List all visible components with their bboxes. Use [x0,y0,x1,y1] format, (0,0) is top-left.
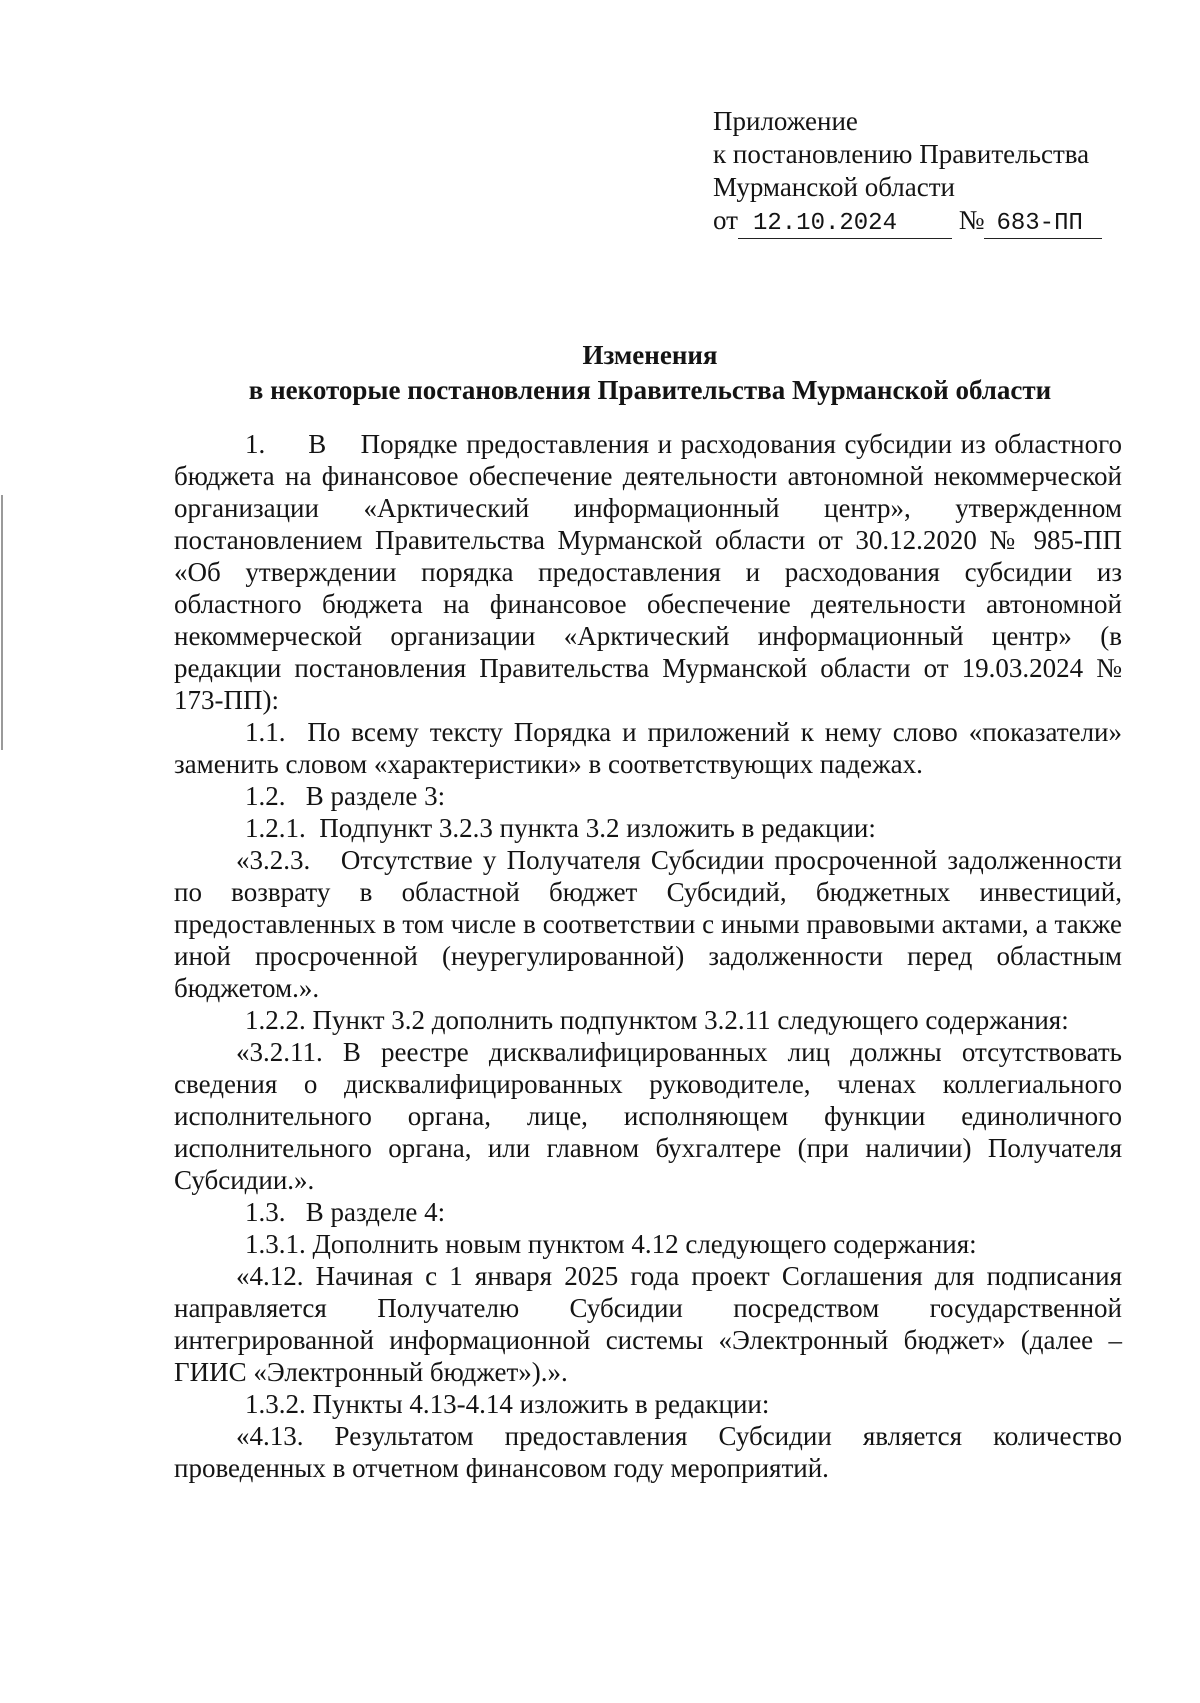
paragraph-1-2: 1.2. В разделе 3: [245,781,446,811]
appendix-date-line [713,204,1133,239]
paragraph-1-2-2: 1.2.2. Пункт 3.2 дополнить подпунктом 3.2.11 следующего содержания: [245,1005,1069,1035]
paragraph-3-2-11: «3.2.11. В реестре дисквалифицированных лиц должны отсутствовать сведения о дисквалифицированных руководителе, членах коллегиального исполнительного органа, лице, исполняющем функции единоличного исполнительного органа, или главном бухгалтере (при наличии) Получателя Субсидии.». [174,1037,1122,1195]
resolution-number: 683-ПП [984,210,1102,239]
paragraph-1-3: 1.3. В разделе 4: [245,1197,446,1227]
appendix-line-resolution: к постановлению Правительства [713,139,1090,169]
title-line-2: в некоторые постановления Правительства Мурманской области [248,375,1052,405]
appendix-header [713,105,1133,239]
scan-edge-mark [1,495,3,750]
appendix-label: Приложение [713,106,858,136]
paragraph-1: 1. В Порядке предоставления и расходования субсидии из областного бюджета на финансовое обеспечение деятельности автономной некоммерческой организации «Арктический информационный центр», утвержденном постановлением Правительства Мурманской области от 30.12.2020 № 985-ПП «Об утверждении порядка предоставления и расходования субсидии из областного бюджета на финансовое обеспечение деятельности автономной некоммерческой организации «Арктический информационный центр» (в редакции постановления Правительства Мурманской области от 19.03.2024 № 173-ПП): [174,429,1122,715]
paragraph-4-12: «4.12. Начиная с 1 января 2025 года проект Соглашения для подписания направляется Получателю Субсидии посредством государственной интегрированной информационной системы «Электронный бюджет» (далее – ГИИС «Электронный бюджет»).». [174,1261,1122,1387]
appendix-line-region: Мурманской области [713,172,955,202]
title-line-1: Изменения [582,340,718,370]
paragraph-1-3-2: 1.3.2. Пункты 4.13-4.14 изложить в редакции: [245,1389,770,1419]
document-title [175,338,1125,408]
from-label: от [713,205,738,235]
document-body [174,428,1122,1484]
paragraph-1-3-1: 1.3.1. Дополнить новым пунктом 4.12 следующего содержания: [245,1229,977,1259]
resolution-date: 12.10.2024 [738,210,952,239]
paragraph-4-13: «4.13. Результатом предоставления Субсидии является количество проведенных в отчетном финансовом году мероприятий. [174,1421,1122,1483]
number-label: № [958,205,985,235]
paragraph-1-2-1: 1.2.1. Подпункт 3.2.3 пункта 3.2 изложить в редакции: [245,813,876,843]
paragraph-3-2-3: «3.2.3. Отсутствие у Получателя Субсидии просроченной задолженности по возврату в областной бюджет Субсидий, бюджетных инвестиций, предоставленных в том числе в соответствии с иными правовыми актами, а также иной просроченной (неурегулированной) задолженности перед областным бюджетом.». [174,845,1122,1003]
paragraph-1-1: 1.1. По всему тексту Порядка и приложений к нему слово «показатели» заменить словом «характеристики» в соответствующих падежах. [174,717,1122,779]
